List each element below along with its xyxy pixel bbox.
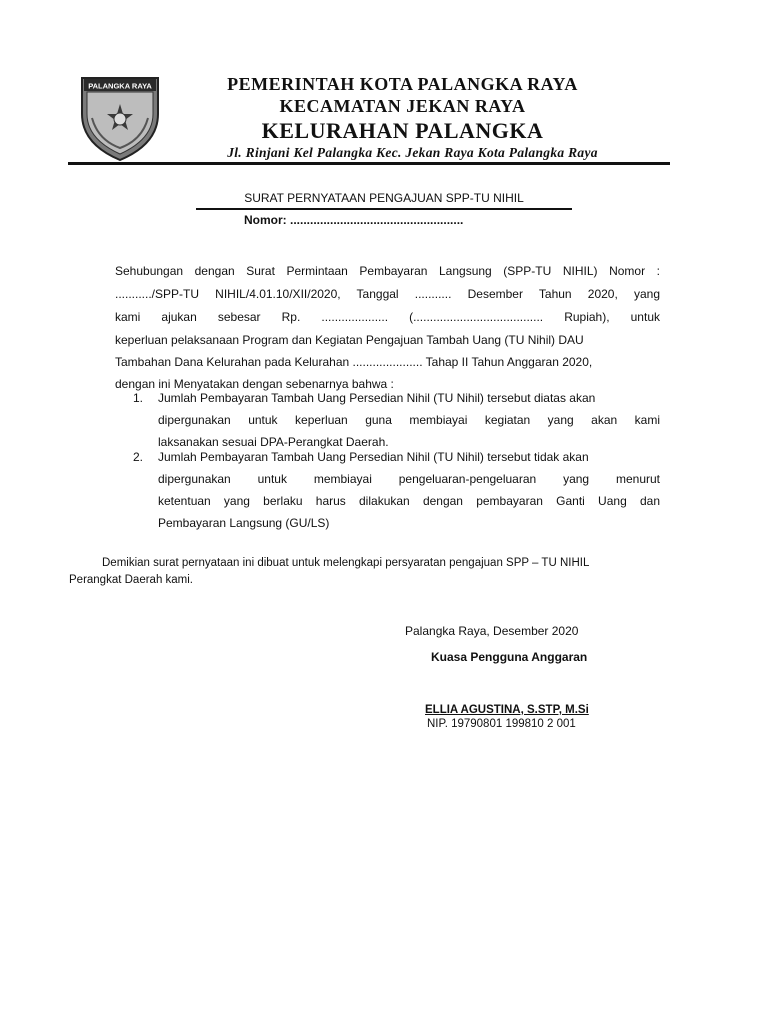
signatory-role: Kuasa Pengguna Anggaran (431, 650, 588, 664)
letterhead-line3: KELURAHAN PALANGKA (261, 118, 544, 143)
body-line: dengan ini Menyatakan dengan sebenarnya bahwa : (115, 377, 394, 391)
body-line: .........../SPP-TU NIHIL/4.01.10/XII/2020, Tanggal ........... Desember Tahun 2020, yang (115, 287, 660, 301)
list-item-line: Jumlah Pembayaran Tambah Uang Persedian Nihil (TU Nihil) tersebut tidak akan (158, 450, 589, 464)
signatory-name: ELLIA AGUSTINA, S.STP, M.Si (425, 704, 589, 716)
body-line: keperluan pelaksanaan Program dan Kegiatan Pengajuan Tambah Uang (TU Nihil) DAU (115, 333, 584, 347)
body-line: kami ajukan sebesar Rp. .................... (....................................... Rupiah), untuk (115, 310, 660, 324)
document-title: SURAT PERNYATAAN PENGAJUAN SPP-TU NIHIL (244, 191, 524, 205)
letterhead-address: Jl. Rinjani Kel Palangka Kec. Jekan Raya Kota Palangka Raya (227, 145, 598, 160)
document-number: Nomor: .................................................... (244, 213, 464, 227)
list-number: 2. (133, 450, 144, 464)
letterhead-line2: KECAMATAN JEKAN RAYA (279, 96, 526, 116)
title-underline (196, 208, 572, 210)
logo-text: PALANGKA RAYA (88, 81, 152, 91)
letterhead-divider (68, 162, 670, 165)
place-date: Palangka Raya, Desember 2020 (405, 624, 579, 638)
letterhead-line1: PEMERINTAH KOTA PALANGKA RAYA (227, 74, 578, 94)
signatory-nip: NIP. 19790801 199810 2 001 (427, 718, 576, 730)
body-line: Sehubungan dengan Surat Permintaan Pembayaran Langsung (SPP-TU NIHIL) Nomor : (115, 264, 660, 278)
list-number: 1. (133, 391, 144, 405)
closing-line: Perangkat Daerah kami. (69, 574, 194, 586)
body-line: Tambahan Dana Kelurahan pada Kelurahan ..................... Tahap II Tahun Anggaran 2020, (115, 355, 593, 369)
list-item-line: Jumlah Pembayaran Tambah Uang Persedian Nihil (TU Nihil) tersebut diatas akan (158, 391, 596, 405)
list-item-line: Pembayaran Langsung (GU/LS) (158, 516, 330, 530)
list-item-line: dipergunakan untuk membiayai pengeluaran-pengeluaran yang menurut (158, 472, 660, 486)
list-item-line: laksanakan sesuai DPA-Perangkat Daerah. (158, 435, 389, 449)
list-item-line: ketentuan yang berlaku harus dilakukan dengan pembayaran Ganti Uang dan (158, 494, 660, 508)
list-item-line: dipergunakan untuk keperluan guna membiayai kegiatan yang akan kami (158, 413, 660, 427)
closing-line: Demikian surat pernyataan ini dibuat untuk melengkapi persyaratan pengajuan SPP – TU NIHIL (102, 557, 590, 569)
